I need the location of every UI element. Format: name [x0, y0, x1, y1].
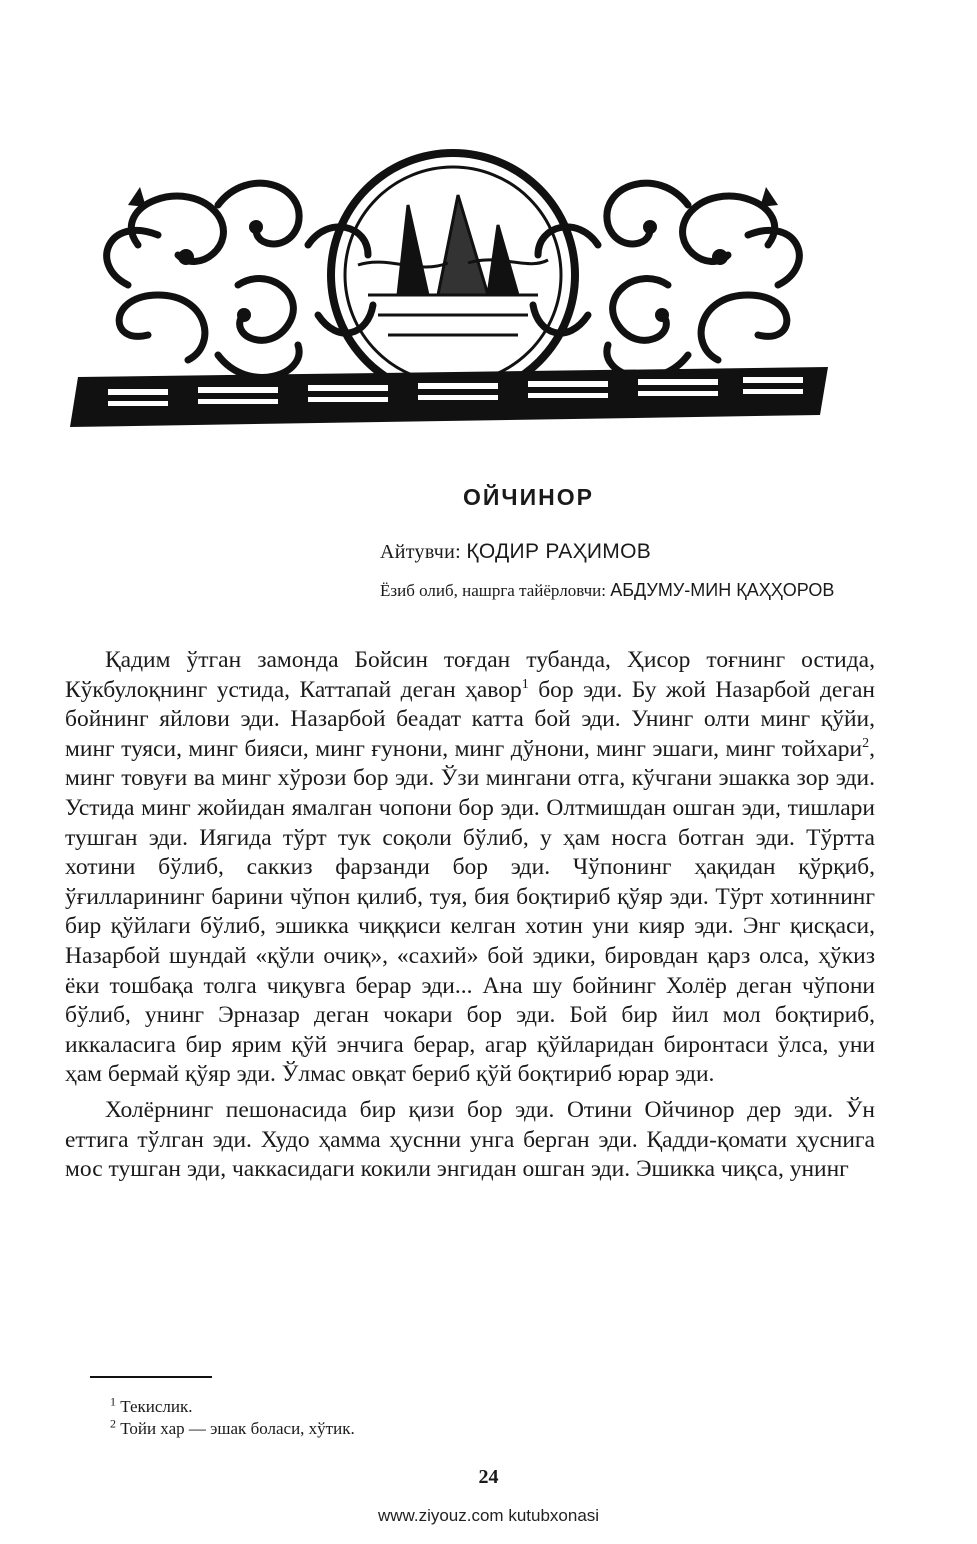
recorder-line	[380, 580, 850, 601]
story-title: ОЙЧИНОР	[463, 484, 594, 510]
recorder-label: Ёзиб олиб, нашрга тайёрловчи:	[380, 581, 611, 600]
paragraph-2: Холёрнинг пешонасида бир қизи бор эди. Отини Ойчинор дер эди. Ўн еттига тўлган эди. Худо ҳамма ҳуснни унга берган эди. Қадди-қомати ҳуснига мос тушган эди, чаккасидаги кокили энгидан ошган эди. Эшикка чиқса, унинг	[65, 1096, 875, 1183]
page-number: 24	[478, 1466, 499, 1488]
footnote-1	[110, 1396, 355, 1418]
paragraph-1	[65, 646, 875, 1090]
story-body	[65, 646, 875, 1185]
footnote-2-mark: 2	[110, 1416, 116, 1431]
header-ornament	[68, 145, 838, 435]
footnote-ref-1: 1	[521, 676, 529, 692]
narrator-name: ҚОДИР РАҲИМОВ	[466, 540, 652, 563]
recorder-name: АБДУМУ-МИН ҚАҲҲОРОВ	[610, 580, 835, 600]
paragraph-1-text-c: , минг товуғи ва минг хўрози бор эди. Ўзи мингани отга, кўчгани эшакка зор эди. Устида минг жойидан ямалган чопони бор эди. Олтмишдан ошган эди, тишлари тушган эди. Иягида тўрт тук соқоли бўлиб, у ҳам носга ботган эди. Тўртта хотини бўлиб, саккиз фарзанди бор эди. Чўпонинг ҳақидан қўрқиб, ўғилларининг барини чўпон қилиб, туя, бия боқтириб қўяр эди. Тўрт хотиннинг бир қўйлаги бўлиб, эшикка чиққиси келган хотин уни кияр эди. Энг қисқаси, Назарбой шундай «қўли очиқ», «сахий» бой эдики, бировдан қарз олса, ҳўкиз ёки тошбақа толга чиқувга берар эди... Ана шу бойнинг Холёр деган чўпони бўлиб, унинг Эрназар деган чокари бор эди. Бой бир йил мол боқтириб, иккаласига бир ярим қўй энчига берар, агар қўйлaридан биронтаси ўлса, уни ҳам бермай қўяр эди. Ўлмас овқат бериб қўй боқтириб юрар эди.	[65, 735, 875, 1088]
footnote-1-text: Текислик.	[120, 1397, 193, 1416]
site-watermark: www.ziyouz.com kutubxonasi	[377, 1506, 600, 1525]
narrator-line	[380, 540, 651, 564]
footnote-2-text: Тойи хар — эшак боласи, хўтик.	[120, 1419, 355, 1438]
paragraph-1-text-a: Қадим ўтган замонда Бойсин тоғдан тубанда, Ҳисор тоғнинг остида, Кўкбулоқнинг устида, Каттапай деган ҳавор	[65, 647, 875, 703]
narrator-label: Айтувчи:	[380, 541, 467, 563]
paragraph-1-text-b: бор эди. Бу жой Назарбой деган бойнинг яйлови эди. Назарбой беадат катта бой эди. Унинг олти минг қўйи, минг туяси, минг бияси, минг ғунони, минг дўнони, минг эшаги, минг тойхари	[65, 676, 875, 762]
footnote-2	[110, 1418, 355, 1440]
footnote-1-mark: 1	[110, 1394, 116, 1409]
footnote-divider	[90, 1376, 212, 1378]
footnote-ref-2: 2	[862, 735, 870, 751]
footnotes	[110, 1396, 355, 1440]
